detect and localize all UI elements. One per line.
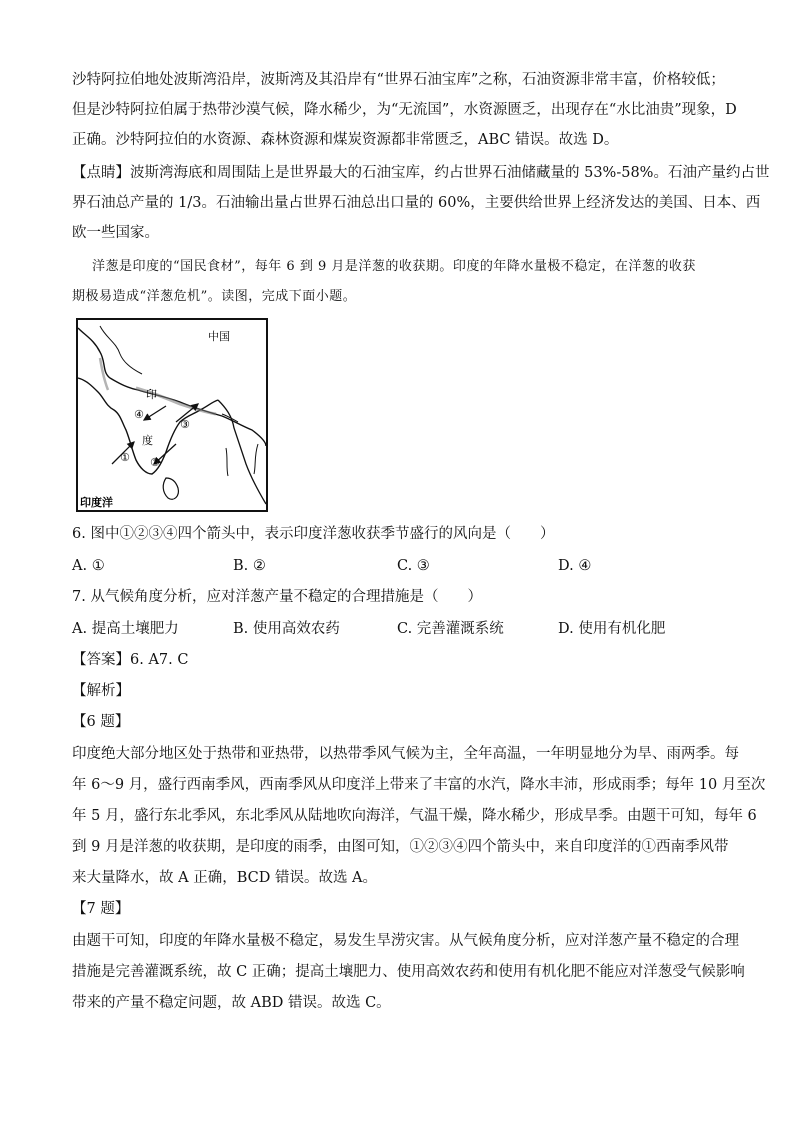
arrow-label-2: ② xyxy=(150,456,160,469)
dianjing-line: 欧一些国家。 xyxy=(72,225,159,241)
question-7-stem: 7. 从气候角度分析，应对洋葱产量不稳定的合理措施是（ ） xyxy=(72,589,482,605)
question-7-heading: 【7 题】 xyxy=(72,901,130,917)
question-6-heading: 【6 题】 xyxy=(72,714,130,730)
analysis-heading: 【解析】 xyxy=(72,683,130,699)
india-map xyxy=(76,318,268,512)
map-label-yin: 印 xyxy=(146,388,157,401)
q7-option-d: D. 使用有机化肥 xyxy=(558,621,666,637)
arrow-label-1: ① xyxy=(120,451,130,464)
q6-option-c: C. ③ xyxy=(397,558,430,574)
intro-line: 洋葱是印度的“国民食材”，每年 6 到 9 月是洋葱的收获期。印度的年降水量极不稳定，在洋葱的收获 xyxy=(92,259,696,274)
q6-option-d: D. ④ xyxy=(558,558,592,574)
peninsula-line xyxy=(254,444,258,474)
paragraph-line: 沙特阿拉伯地处波斯湾沿岸，波斯湾及其沿岸有“世界石油宝库”之称，石油资源非常丰富，价格较低； xyxy=(72,72,725,88)
intro-line: 期极易造成“洋葱危机”。读图，完成下面小题。 xyxy=(72,289,357,304)
q7-option-b: B. 使用高效农药 xyxy=(233,621,340,637)
analysis-7-line: 带来的产量不稳定问题，故 ABD 错误。故选 C。 xyxy=(72,995,391,1011)
arrow-label-3: ③ xyxy=(180,418,190,431)
q6-option-a: A. ① xyxy=(72,558,105,574)
analysis-6-line: 来大量降水，故 A 正确，BCD 错误。故选 A。 xyxy=(72,870,378,886)
dianjing-line: 【点睛】波斯湾海底和周围陆上是世界最大的石油宝库，约占世界石油储藏量的 53%-58%。石油产量约占世 xyxy=(72,165,770,181)
dianjing-line: 界石油总产量的 1/3。石油输出量占世界石油总出口量的 60%，主要供给世界上经济发达的美国、日本、西 xyxy=(72,195,761,211)
analysis-7-line: 由题干可知，印度的年降水量极不稳定，易发生旱涝灾害。从气候角度分析，应对洋葱产量不稳定的合理 xyxy=(72,933,739,949)
q6-option-b: B. ② xyxy=(233,558,266,574)
paragraph-line: 但是沙特阿拉伯属于热带沙漠气候，降水稀少，为“无流国”，水资源匮乏，出现存在“水比油贵”现象，D xyxy=(72,102,737,118)
map-label-china: 中国 xyxy=(208,330,230,343)
arrow-4 xyxy=(144,406,166,420)
analysis-6-line: 年 5 月，盛行东北季风，东北季风从陆地吹向海洋，气温干燥，降水稀少，形成旱季。由题干可知，每年 6 xyxy=(72,808,757,824)
answer-line: 【答案】6. A7. C xyxy=(72,652,189,668)
analysis-6-line: 印度绝大部分地区处于热带和亚热带，以热带季风气候为主，全年高温，一年明显地分为旱、雨两季。每 xyxy=(72,746,739,762)
q7-option-c: C. 完善灌溉系统 xyxy=(397,621,504,637)
andaman-islands xyxy=(226,448,228,476)
himalaya-line xyxy=(100,326,142,374)
analysis-6-line: 年 6～9 月，盛行西南季风，西南季风从印度洋上带来了丰富的水汽，降水丰沛，形成雨季；每年 10 月至次 xyxy=(72,777,766,793)
sri-lanka xyxy=(163,478,178,499)
map-border xyxy=(77,319,267,511)
paragraph-line: 正确。沙特阿拉伯的水资源、森林资源和煤炭资源都非常匮乏，ABC 错误。故选 D。 xyxy=(72,132,619,148)
analysis-7-line: 措施是完善灌溉系统，故 C 正确；提高土壤肥力、使用高效农药和使用有机化肥不能应对洋葱受气候影响 xyxy=(72,964,745,980)
question-6-stem: 6. 图中①②③④四个箭头中，表示印度洋葱收获季节盛行的风向是（ ） xyxy=(72,526,555,542)
analysis-6-line: 到 9 月是洋葱的收获期，是印度的雨季，由图可知，①②③④四个箭头中，来自印度洋的①西南季风带 xyxy=(72,839,729,855)
arrow-label-4: ④ xyxy=(134,408,144,421)
india-map-figure xyxy=(76,318,268,512)
map-label-ocean: 印度洋 xyxy=(80,496,113,509)
q7-option-a: A. 提高土壤肥力 xyxy=(72,621,179,637)
map-label-du: 度 xyxy=(142,434,153,447)
